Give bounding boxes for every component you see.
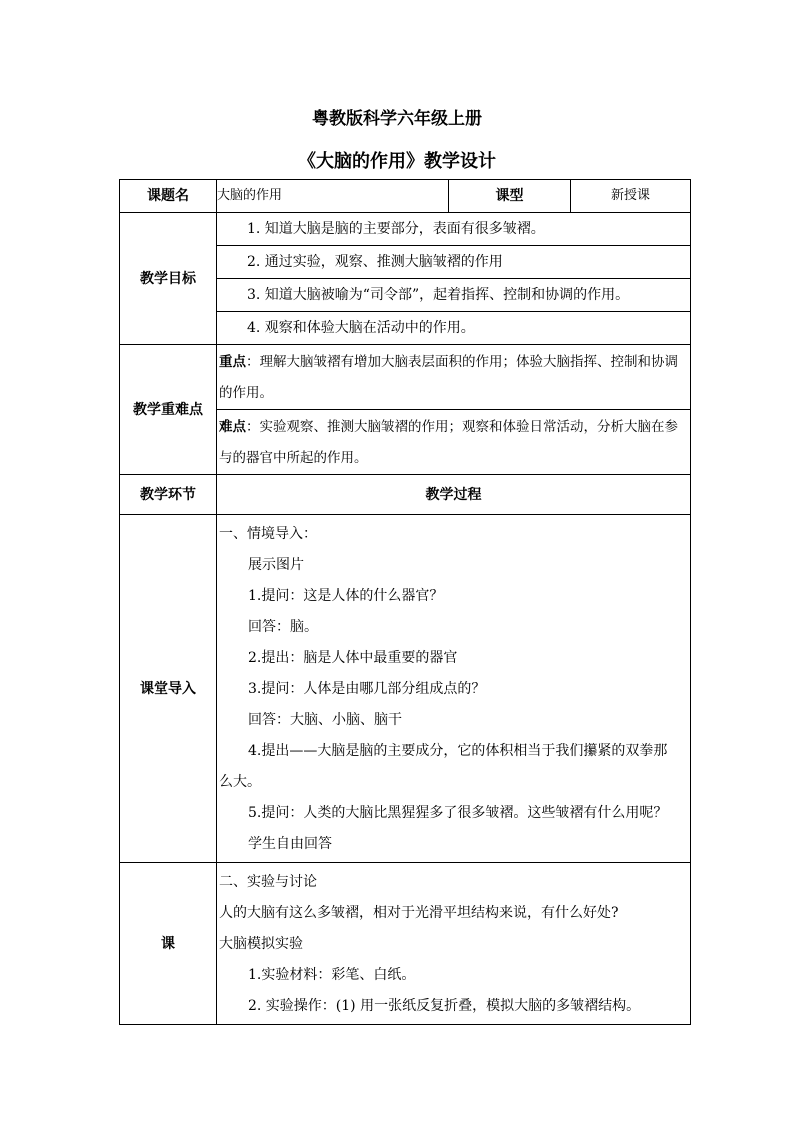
type-value: 新授课 [571,180,691,213]
keypoints-label: 教学重难点 [120,345,217,475]
type-label: 课型 [449,180,571,213]
process-line: 2.提出：脑是人体中最重要的器官 [248,650,458,666]
goal-item: 3. 知道大脑被喻为“司令部”，起着指挥、控制和协调的作用。 [217,279,691,312]
table-row [120,345,691,410]
key-point-text: ：理解大脑皱褶有增加大脑表层面积的作用；体验大脑指挥、控制和协调的作用。 [219,354,678,401]
process-line: 回答：脑。 [248,619,318,635]
process-line: 1.实验材料：彩笔、白纸。 [248,967,416,983]
process-line: 2. 实验操作：(1) 用一张纸反复折叠，模拟大脑的多皱褶结构。 [248,998,641,1014]
difficult-point-text: ：实验观察、推测大脑皱褶的作用；观察和体验日常活动，分析大脑在参与的器官中所起的作用。 [219,419,678,466]
difficult-point-title: 难点 [219,419,246,435]
process-line: 大脑模拟实验 [219,936,303,952]
process-line: 一、情境导入： [219,526,317,542]
topic-value: 大脑的作用 [217,180,449,213]
goal-item: 1. 知道大脑是脑的主要部分，表面有很多皱褶。 [217,213,691,246]
table-row [120,213,691,246]
difficult-point [217,410,691,475]
document-title: 《大脑的作用》教学设计 [298,151,496,172]
process-line: 二、实验与讨论 [219,874,317,890]
process-line: 展示图片 [248,557,304,573]
document-subtitle: 粤教版科学六年级上册 [312,109,482,129]
process-line: 么大。 [219,774,261,790]
process-line: 学生自由回答 [248,836,332,852]
process-line: 回答：大脑、小脑、脑干 [248,712,402,728]
lesson-label: 课 [120,863,217,1025]
goal-item: 2. 通过实验，观察、推测大脑皱褶的作用 [217,246,691,279]
table-row [120,180,691,213]
table-row [120,515,691,863]
process-line: 人的大脑有这么多皱褶，相对于光滑平坦结构来说，有什么好处? [219,905,619,921]
goal-item: 4. 观察和体验大脑在活动中的作用。 [217,312,691,345]
lesson-process [217,863,691,1025]
process-line: 4.提出——大脑是脑的主要成分，它的体积相当于我们攥紧的双拳那 [248,743,668,759]
lesson-plan-table [119,179,691,1025]
process-line: 1.提问：这是人体的什么器官？ [248,588,444,604]
stage-header: 教学环节 [120,475,217,515]
intro-process [217,515,691,863]
process-line: 3.提问：人体是由哪几部分组成点的？ [248,681,486,697]
key-point-title: 重点 [219,354,246,370]
table-row [120,863,691,1025]
goals-label: 教学目标 [120,213,217,345]
intro-label: 课堂导入 [120,515,217,863]
process-header: 教学过程 [217,475,691,515]
topic-label: 课题名 [120,180,217,213]
table-row [120,475,691,515]
key-point [217,345,691,410]
process-line: 5.提问：人类的大脑比黑猩猩多了很多皱褶。这些皱褶有什么用呢？ [248,805,668,821]
